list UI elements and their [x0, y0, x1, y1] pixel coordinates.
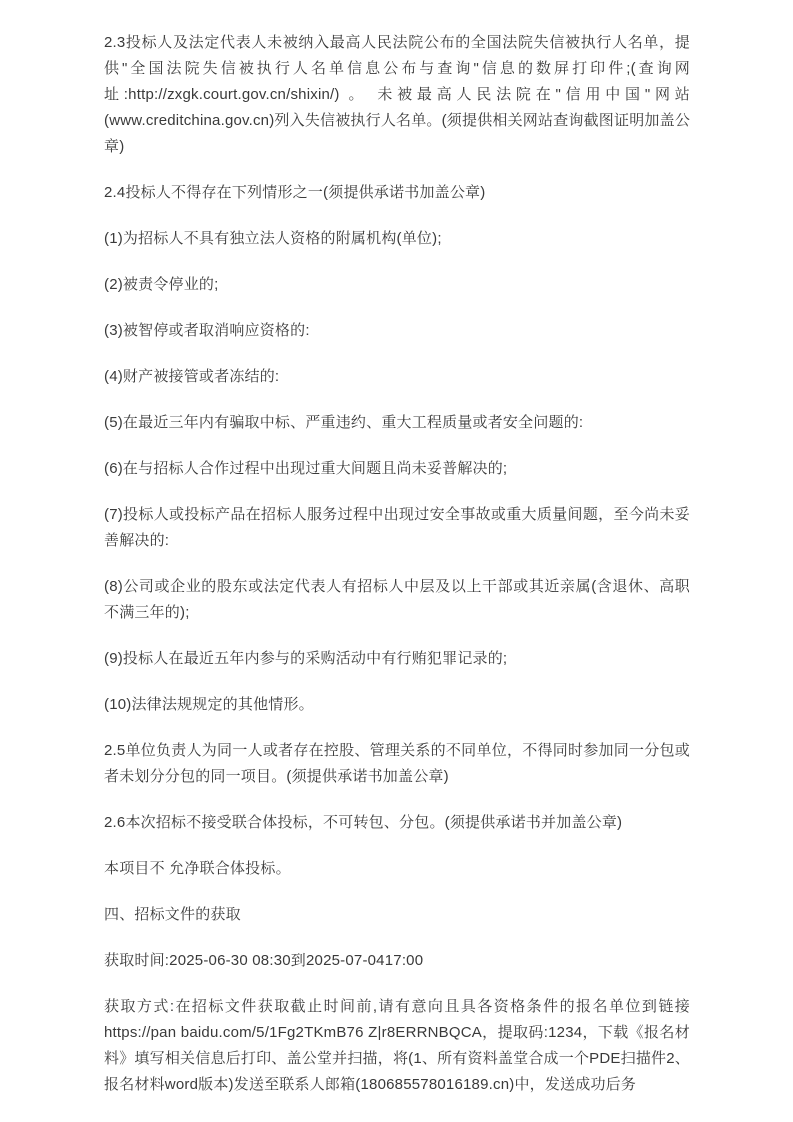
condition-9: (9)投标人在最近五年内参与的采购活动中有行贿犯罪记录的;: [104, 650, 508, 667]
joint-bid-note: 本项目不 允净联合体投标。: [104, 860, 291, 877]
clause-2-5: 2.5单位负责人为同一人或者存在控股、管理关系的不同单位，不得同时参加同一分包或者未划分分包的同一项目。(须提供承诺书加盖公章): [104, 742, 690, 785]
condition-6: (6)在与招标人合作过程中出现过重大间题且尚未妥普解决的;: [104, 460, 508, 477]
condition-5: (5)在最近三年内有骗取中标、严重违约、重大工程质量或者安全问题的:: [104, 414, 584, 431]
acquisition-time: 获取时间:2025-06-30 08:30到2025-07-0417:00: [104, 952, 424, 969]
condition-7: (7)投标人或投标产品在招标人服务过程中出现过安全事故或重大质量间题，至今尚未妥善解决的:: [104, 506, 690, 549]
clause-2-6: 2.6本次招标不接受联合体投标，不可转包、分包。(须提供承诺书并加盖公章): [104, 814, 623, 831]
condition-4: (4)财产被接管或者冻结的:: [104, 368, 280, 385]
acquisition-method: 获取方式:在招标文件获取截止时间前,请有意向且具各资格条件的报名单位到链接https://pan baidu.com/5/1Fg2TKmB76 Z|r8ERRNBQCA，提取码:1234，下载《报名材料》填写相关信息后打印、盖公堂并扫描，将(1、所有资料盖堂合成一个PDE扫描件2、报名材料word版本)发送至联系人郎箱(180685578016189.cn)中，发送成功后务: [104, 998, 690, 1093]
section-heading-4: 四、招标文件的获取: [104, 906, 241, 923]
clause-2-3: 2.3投标人及法定代表人未被纳入最高人民法院公布的全国法院失信被执行人名单，提供"全国法院失信被执行人名单信息公布与查询"信息的数屏打印件;(查询网址:http://zxgk.court.gov.cn/shixin/) 。 未被最高人民法院在"信用中国"网站(www.creditchina.gov.cn)列入失信被执行人名单。(须提供相关网站查询截图证明加盖公章): [104, 34, 691, 155]
clause-2-4: 2.4投标人不得存在下列情形之一(须提供承诺书加盖公章): [104, 184, 486, 201]
condition-1: (1)为招标人不具有独立法人资格的附属机构(单位);: [104, 230, 442, 247]
condition-2: (2)被责令停业的;: [104, 276, 219, 293]
condition-10: (10)法律法规规定的其他情形。: [104, 696, 314, 713]
condition-3: (3)被智停或者取消响应资格的:: [104, 322, 310, 339]
condition-8: (8)公司或企业的股东或法定代表人有招标人中层及以上干部或其近亲属(含退休、高职不满三年的);: [104, 578, 690, 621]
